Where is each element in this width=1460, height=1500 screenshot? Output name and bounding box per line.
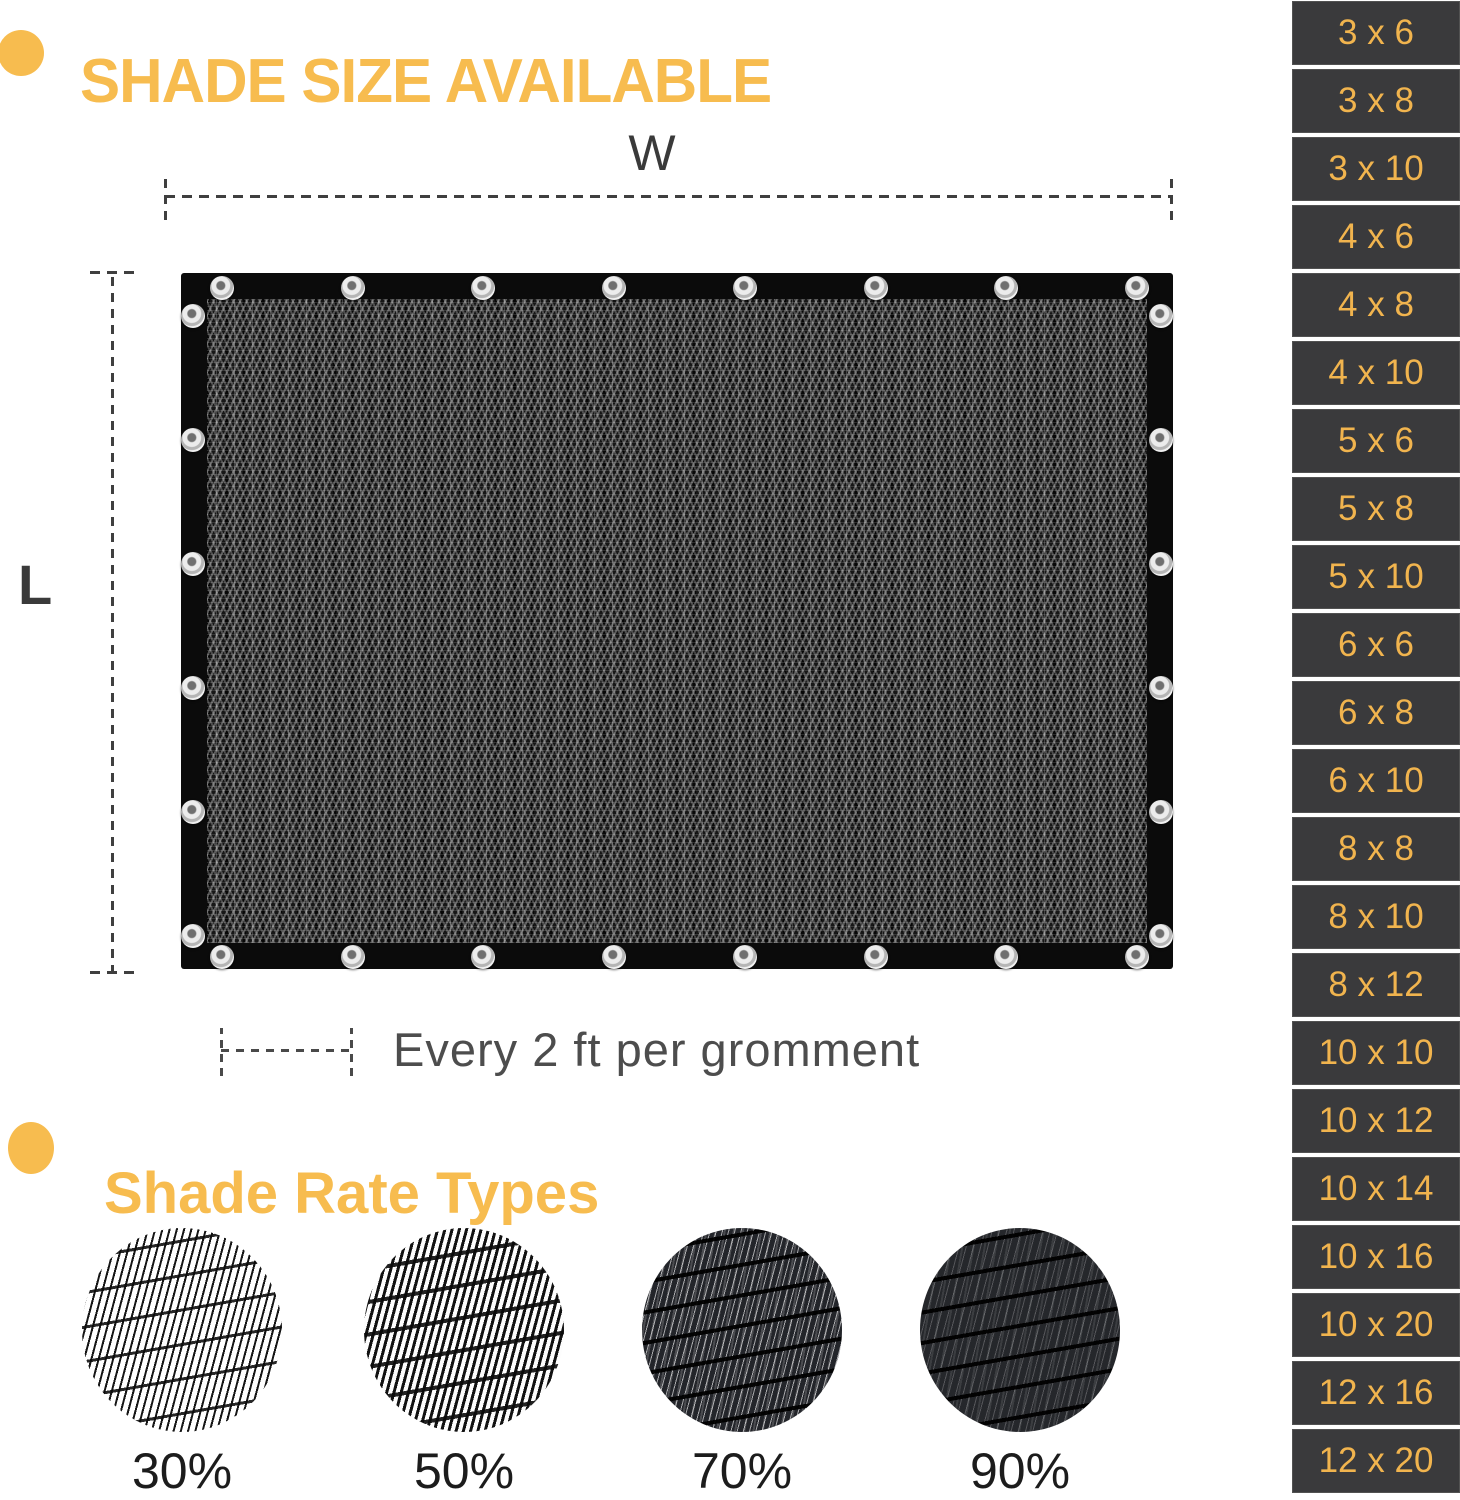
size-option: 6 x 10 <box>1292 749 1460 813</box>
size-option: 10 x 14 <box>1292 1157 1460 1221</box>
grommet-spacing-bracket <box>221 1049 352 1052</box>
shade-rate-label: 30% <box>131 1443 233 1499</box>
bullet-icon <box>8 1122 54 1174</box>
length-dimension-label: L <box>18 553 53 616</box>
size-option: 10 x 10 <box>1292 1021 1460 1085</box>
grommet-icon <box>210 945 234 969</box>
grommet-icon <box>181 552 205 576</box>
page-title: SHADE SIZE AVAILABLE <box>80 46 772 116</box>
size-option: 3 x 10 <box>1292 137 1460 201</box>
shade-rate-section-title: Shade Rate Types <box>104 1161 600 1227</box>
bullet-icon <box>0 30 44 76</box>
grommet-icon <box>341 276 365 300</box>
grommet-icon <box>602 945 626 969</box>
size-option: 5 x 6 <box>1292 409 1460 473</box>
grommet-icon <box>341 945 365 969</box>
shade-rate-swatch <box>920 1228 1120 1500</box>
grommet-icon <box>994 276 1018 300</box>
mesh-sample-circle <box>920 1228 1120 1432</box>
size-options-list <box>1292 1 1460 1497</box>
size-option: 10 x 20 <box>1292 1293 1460 1357</box>
bracket-tick-left <box>220 1028 223 1076</box>
size-option: 8 x 12 <box>1292 953 1460 1017</box>
mesh-sample-circle <box>642 1228 842 1432</box>
length-dimension-tick-top <box>90 271 136 274</box>
grommet-icon <box>864 945 888 969</box>
grommet-icon <box>1149 552 1173 576</box>
grommet-icon <box>733 945 757 969</box>
size-option: 3 x 6 <box>1292 1 1460 65</box>
shade-rate-swatch <box>364 1228 564 1500</box>
grommet-icon <box>1149 304 1173 328</box>
grommet-icon <box>181 924 205 948</box>
shade-rate-label: 70% <box>691 1443 793 1499</box>
length-dimension-line <box>111 272 114 974</box>
grommet-icon <box>181 304 205 328</box>
grommet-icon <box>181 676 205 700</box>
size-option: 4 x 6 <box>1292 205 1460 269</box>
grommet-icon <box>994 945 1018 969</box>
grommet-icon <box>1125 276 1149 300</box>
grommet-icon <box>471 276 495 300</box>
grommet-icon <box>471 945 495 969</box>
size-option: 8 x 10 <box>1292 885 1460 949</box>
grommet-icon <box>733 276 757 300</box>
size-option: 10 x 16 <box>1292 1225 1460 1289</box>
size-option: 8 x 8 <box>1292 817 1460 881</box>
size-option: 10 x 12 <box>1292 1089 1460 1153</box>
size-option: 12 x 16 <box>1292 1361 1460 1425</box>
size-option: 5 x 10 <box>1292 545 1460 609</box>
size-option: 6 x 8 <box>1292 681 1460 745</box>
shade-rate-label: 90% <box>969 1443 1071 1499</box>
length-dimension-tick-bottom <box>90 971 136 974</box>
grommet-spacing-note: Every 2 ft per gromment <box>393 1023 921 1076</box>
size-option: 5 x 8 <box>1292 477 1460 541</box>
grommet-icon <box>1149 676 1173 700</box>
width-dimension-line <box>165 195 1172 198</box>
grommet-icon <box>1149 800 1173 824</box>
size-option: 12 x 20 <box>1292 1429 1460 1493</box>
size-option: 4 x 8 <box>1292 273 1460 337</box>
size-option: 6 x 6 <box>1292 613 1460 677</box>
grommet-icon <box>181 800 205 824</box>
width-dimension-tick-left <box>164 172 167 220</box>
size-option: 4 x 10 <box>1292 341 1460 405</box>
grommet-icon <box>864 276 888 300</box>
shade-rate-label: 50% <box>413 1443 515 1499</box>
width-dimension-label: W <box>628 125 676 181</box>
grommet-icon <box>210 276 234 300</box>
grommet-icon <box>1149 428 1173 452</box>
width-dimension-tick-right <box>1170 172 1173 220</box>
grommet-icon <box>602 276 626 300</box>
size-option: 3 x 8 <box>1292 69 1460 133</box>
mesh-sample-circle <box>364 1228 564 1432</box>
shade-rate-swatch <box>82 1228 282 1500</box>
shade-rate-swatch <box>642 1228 842 1500</box>
mesh-sample-circle <box>82 1228 282 1432</box>
grommet-icon <box>1149 924 1173 948</box>
shade-net-illustration <box>181 273 1173 969</box>
bracket-tick-right <box>350 1028 353 1076</box>
grommet-icon <box>1125 945 1149 969</box>
mesh-texture <box>207 299 1147 943</box>
grommet-icon <box>181 428 205 452</box>
